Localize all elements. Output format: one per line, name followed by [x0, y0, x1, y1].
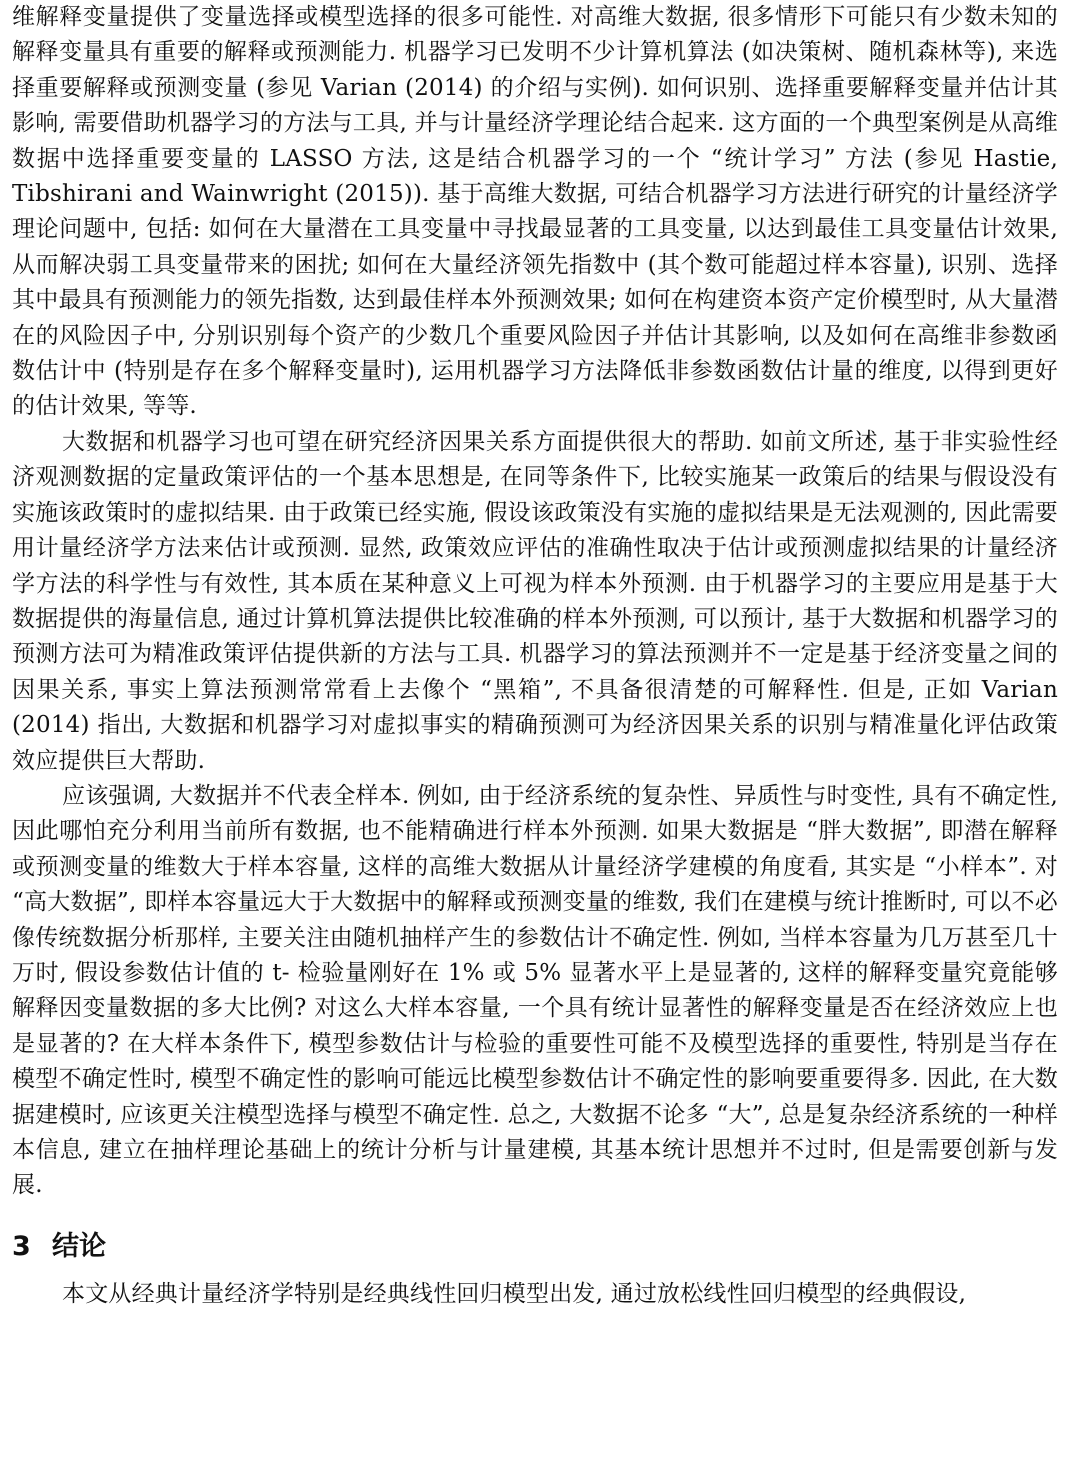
section-heading [12, 1229, 1058, 1265]
document-page [12, 0, 1058, 1312]
section-number: 3 [12, 1230, 31, 1262]
paragraph-causal-inference: 大数据和机器学习也可望在研究经济因果关系方面提供很大的帮助. 如前文所述, 基于非实验性经济观测数据的定量政策评估的一个基本思想是, 在同等条件下, 比较实施某一政策后的结果与假设没有实施该政策时的虚拟结果. 由于政策已经实施, 假设该政策没有实施的虚拟结果是无法观测的, 因此需要用计量经济学方法来估计或预测. 显然, 政策效应评估的准确性取决于估计或预测虚拟结果的计量经济学方法的科学性与有效性, 其本质在某种意义上可视为样本外预测. 由于机器学习的主要应用是基于大数据提供的海量信息, 通过计算机算法提供比较准确的样本外预测, 可以预计, 基于大数据和机器学习的预测方法可为精准政策评估提供新的方法与工具. 机器学习的算法预测并不一定是基于经济变量之间的因果关系, 事实上算法预测常常看上去像个 “黑箱”, 不具备很清楚的可解释性. 但是, 正如 Varian (2014) 指出, 大数据和机器学习对虚拟事实的精确预测可为经济因果关系的识别与精准量化评估政策效应提供巨大帮助. [12, 428, 1058, 774]
paragraph-high-dimensional-data: 维解释变量提供了变量选择或模型选择的很多可能性. 对高维大数据, 很多情形下可能只有少数未知的解释变量具有重要的解释或预测能力. 机器学习已发明不少计算机算法 (如决策树、随机森林等), 来选择重要解释或预测变量 (参见 Varian (2014) 的介绍与实例). 如何识别、选择重要解释变量并估计其影响, 需要借助机器学习的方法与工具, 并与计量经济学理论结合起来. 这方面的一个典型案例是从高维数据中选择重要变量的 LASSO 方法, 这是结合机器学习的一个 “统计学习” 方法 (参见 Hastie, Tibshirani and Wainwright (2015)). 基于高维大数据, 可结合机器学习方法进行研究的计量经济学理论问题中, 包括: 如何在大量潜在工具变量中寻找最显著的工具变量, 以达到最佳工具变量估计效果, 从而解决弱工具变量带来的困扰; 如何在大量经济领先指数中 (其个数可能超过样本容量), 识别、选择其中最具有预测能力的领先指数, 达到最佳样本外预测效果; 如何在构建资本资产定价模型时, 从大量潜在的风险因子中, 分别识别每个资产的少数几个重要风险因子并估计其影响, 以及如何在高维非参数函数估计中 (特别是存在多个解释变量时), 运用机器学习方法降低非参数函数估计量的维度, 以得到更好的估计效果, 等等. [12, 4, 1058, 420]
section-title: 结论 [52, 1230, 106, 1262]
paragraph-conclusion: 本文从经典计量经济学特别是经典线性回归模型出发, 通过放松线性回归模型的经典假设, [62, 1280, 967, 1307]
paragraph-big-data-sample: 应该强调, 大数据并不代表全样本. 例如, 由于经济系统的复杂性、异质性与时变性, 具有不确定性, 因此哪怕充分利用当前所有数据, 也不能精确进行样本外预测. 如果大数据是 “胖大数据”, 即潜在解释或预测变量的维数大于样本容量, 这样的高维大数据从计量经济学建模的角度看, 其实是 “小样本”. 对 “高大数据”, 即样本容量远大于大数据中的解释或预测变量的维数, 我们在建模与统计推断时, 可以不必像传统数据分析那样, 主要关注由随机抽样产生的参数估计不确定性. 例如, 当样本容量为几万甚至几十万时, 假设参数估计值的 t- 检验量刚好在 1% 或 5% 显著水平上是显著的, 这样的解释变量究竟能够解释因变量数据的多大比例? 对这么大样本容量, 一个具有统计显著性的解释变量是否在经济效应上也是显著的? 在大样本条件下, 模型参数估计与检验的重要性可能不及模型选择的重要性, 特别是当存在模型不确定性时, 模型不确定性的影响可能远比模型参数估计不确定性的影响要重要得多. 因此, 在大数据建模时, 应该更关注模型选择与模型不确定性. 总之, 大数据不论多 “大”, 总是复杂经济系统的一种样本信息, 建立在抽样理论基础上的统计分析与计量建模, 其基本统计思想并不过时, 但是需要创新与发展. [12, 782, 1058, 1199]
